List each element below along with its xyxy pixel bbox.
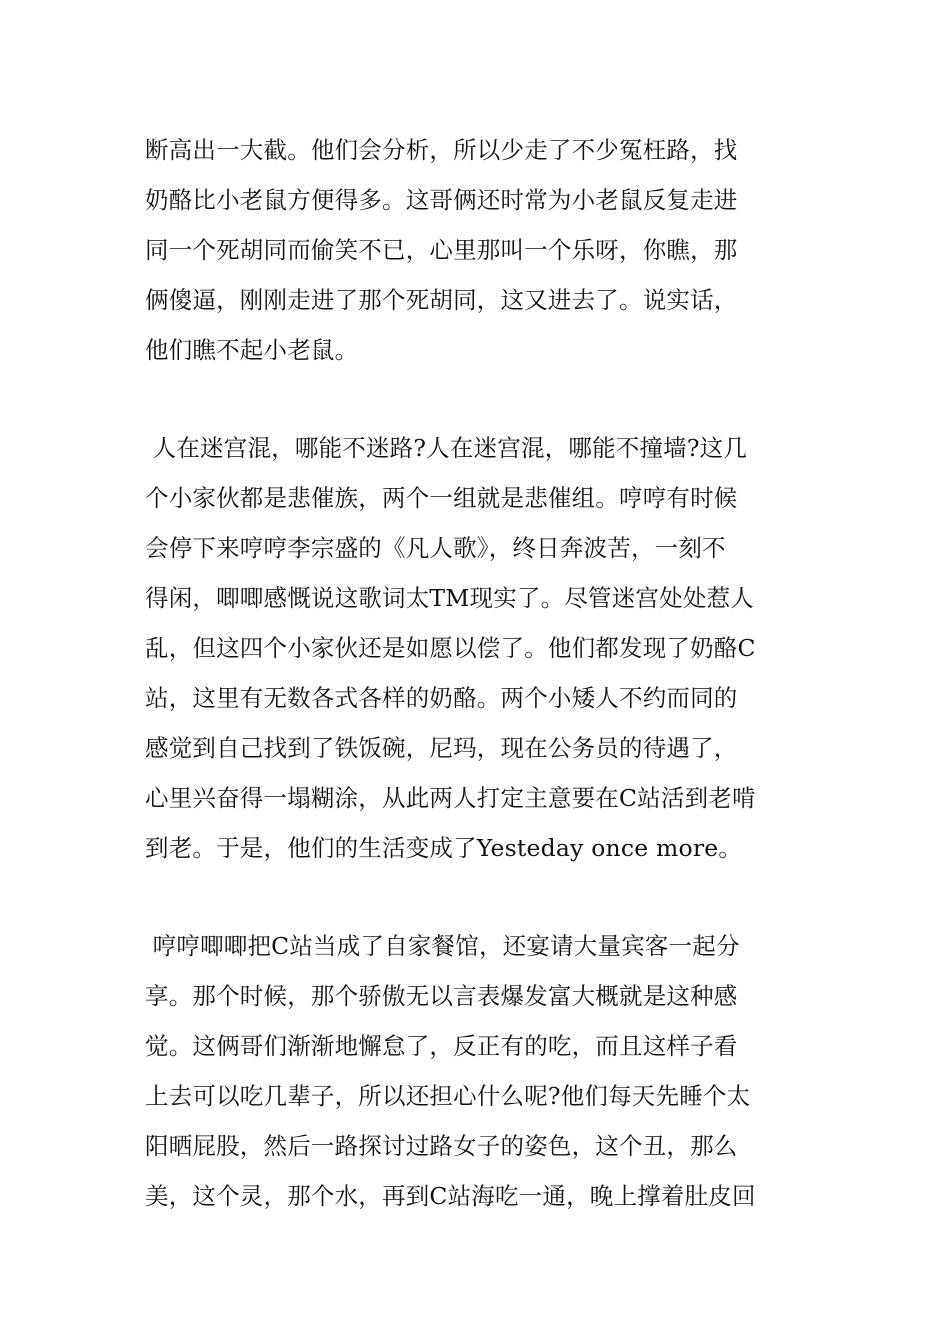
text-line: 美，这个灵，那个水，再到C站海吃一通，晚上撑着肚皮回 (145, 1182, 756, 1210)
text-line: 感觉到自己找到了铁饭碗，尼玛，现在公务员的待遇了， (145, 734, 738, 762)
text-line: 到老。于是，他们的生活变成了Yesteday once more。 (145, 834, 743, 862)
text-line: 奶酪比小老鼠方便得多。这哥俩还时常为小老鼠反复走进 (145, 186, 738, 214)
text-line: 享。那个时候，那个骄傲无以言表爆发富大概就是这种感 (145, 982, 738, 1010)
text-line: 阳晒屁股，然后一路探讨过路女子的姿色，这个丑，那么 (145, 1132, 738, 1160)
text-line: 断高出一大截。他们会分析，所以少走了不少冤枉路，找 (145, 136, 738, 164)
paragraph-2 (145, 423, 815, 873)
paragraph-1 (145, 125, 815, 375)
text-line: 站，这里有无数各式各样的奶酪。两个小矮人不约而同的 (145, 684, 738, 712)
paragraph-3 (145, 921, 815, 1221)
text-line: 得闲，唧唧感慨说这歌词太TM现实了。尽管迷宫处处惹人 (145, 584, 754, 612)
text-line: 人在迷宫混，哪能不迷路?人在迷宫混，哪能不撞墙?这几 (145, 434, 748, 462)
text-line: 上去可以吃几辈子，所以还担心什么呢?他们每天先睡个太 (145, 1082, 751, 1110)
text-line: 个小家伙都是悲催族，两个一组就是悲催组。哼哼有时候 (145, 484, 738, 512)
text-line: 觉。这俩哥们渐渐地懈怠了，反正有的吃，而且这样子看 (145, 1032, 738, 1060)
text-line: 俩傻逼，刚刚走进了那个死胡同，这又进去了。说实话， (145, 286, 738, 314)
text-line: 乱，但这四个小家伙还是如愿以偿了。他们都发现了奶酪C (145, 634, 756, 662)
text-line: 心里兴奋得一塌糊涂，从此两人打定主意要在C站活到老啃 (145, 784, 756, 812)
text-line: 会停下来哼哼李宗盛的《凡人歌》，终日奔波苦，一刻不 (145, 534, 726, 562)
text-line: 他们瞧不起小老鼠。 (145, 336, 359, 364)
text-line: 哼哼唧唧把C站当成了自家餐馆，还宴请大量宾客一起分 (145, 932, 740, 960)
text-line: 同一个死胡同而偷笑不已，心里那叫一个乐呀，你瞧，那 (145, 236, 738, 264)
